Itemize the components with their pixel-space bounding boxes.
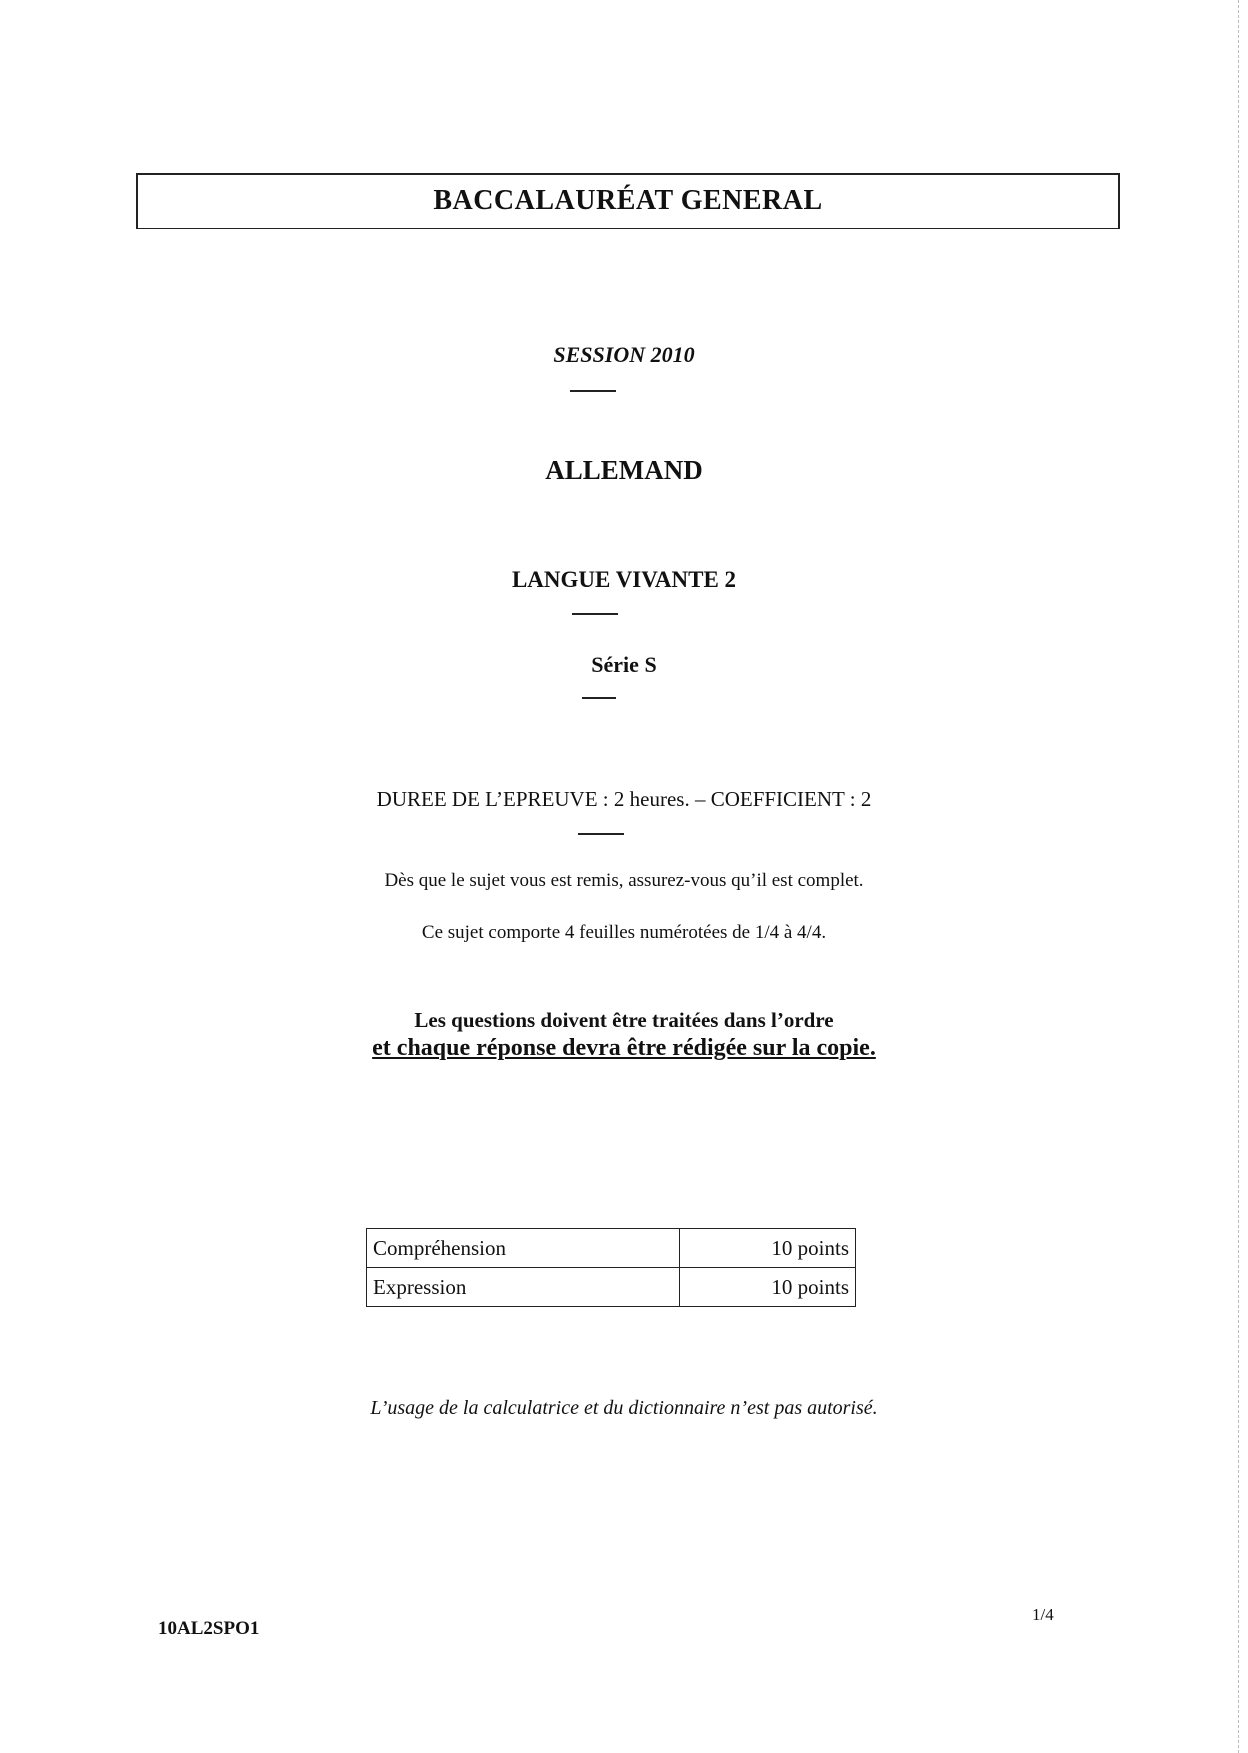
instruction-complete: Dès que le sujet vous est remis, assurez-vous qu’il est complet. (384, 870, 864, 891)
questions-order-note: Les questions doivent être traitées dans l’ordre (414, 1008, 834, 1032)
answer-copy-note: et chaque réponse devra être rédigée sur la copie. (372, 1035, 876, 1061)
table-row (367, 1229, 856, 1268)
page-number: 1/4 (1032, 1605, 1054, 1624)
scoring-label: Compréhension (367, 1229, 680, 1268)
instruction-pages: Ce sujet comporte 4 feuilles numérotées de 1/4 à 4/4. (421, 922, 827, 943)
separator-dash (578, 833, 624, 835)
separator-dash (570, 390, 616, 392)
scoring-value: 10 points (680, 1229, 856, 1268)
scan-edge (1238, 0, 1239, 1753)
subject-code: 10AL2SPO1 (158, 1618, 260, 1639)
table-row (367, 1268, 856, 1307)
session-label: SESSION 2010 (553, 342, 695, 367)
calculator-notice: L’usage de la calculatrice et du dictionnaire n’est pas autorisé. (370, 1397, 878, 1419)
exam-title: BACCALAURÉAT GENERAL (433, 185, 823, 216)
serie-label: Série S (591, 652, 657, 677)
subject-title: ALLEMAND (545, 455, 703, 485)
separator-dash (582, 697, 616, 699)
scoring-table (366, 1228, 856, 1307)
langue-label: LANGUE VIVANTE 2 (511, 567, 737, 592)
separator-dash (572, 613, 618, 615)
duree-coefficient: DUREE DE L’EPREUVE : 2 heures. – COEFFICIENT : 2 (376, 787, 872, 811)
header-box (136, 173, 1120, 229)
scoring-value: 10 points (680, 1268, 856, 1307)
scoring-label: Expression (367, 1268, 680, 1307)
